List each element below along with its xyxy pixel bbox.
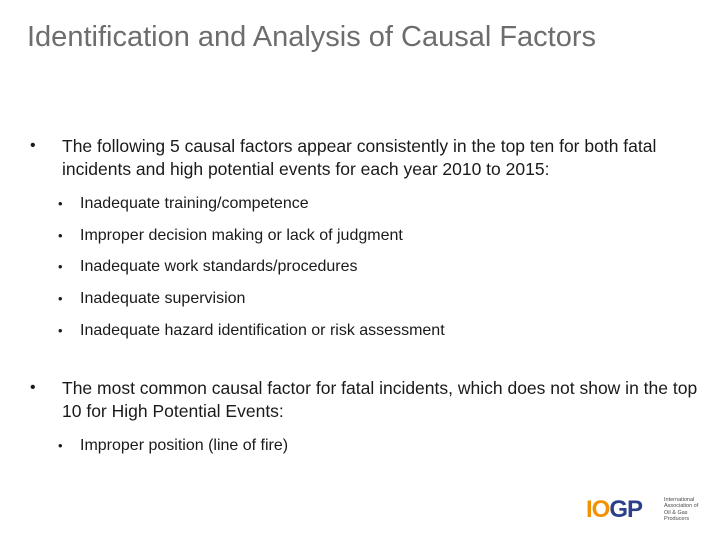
sub-bullet-2-1	[58, 436, 678, 456]
sub-bullet-1-3	[58, 257, 678, 277]
sub-bullet-marker: •	[58, 259, 63, 274]
bullet-text: The following 5 causal factors appear consistently in the top ten for both fatal incidents and high potential events for each year 2010 to 2015:	[62, 136, 657, 179]
sub-bullet-text: Inadequate training/competence	[80, 195, 309, 212]
logo-letter: O	[591, 496, 610, 523]
sub-bullet-1-2	[58, 226, 678, 246]
sub-bullet-marker: •	[58, 196, 63, 211]
logo-mark	[586, 498, 642, 522]
iogp-logo	[586, 496, 706, 526]
sub-bullet-text: Inadequate hazard identification or risk assessment	[80, 322, 445, 339]
sub-bullet-1-5	[58, 321, 678, 341]
sub-bullet-1-4	[58, 289, 678, 309]
sub-bullet-marker: •	[58, 228, 63, 243]
bullet-marker: •	[30, 379, 36, 396]
slide-title: Identification and Analysis of Causal Factors	[27, 21, 597, 53]
bullet-text: The most common causal factor for fatal incidents, which does not show in the top 10 for High Potential Events:	[62, 378, 698, 421]
sub-bullet-marker: •	[58, 438, 63, 453]
sub-bullet-marker: •	[58, 323, 63, 338]
logo-text: International Association of Oil & Gas Producers	[664, 497, 699, 522]
sub-bullet-text: Inadequate work standards/procedures	[80, 258, 358, 275]
sub-bullet-text: Inadequate supervision	[80, 290, 246, 307]
bullet-marker: •	[30, 137, 36, 154]
logo-letter: I	[586, 496, 592, 523]
logo-letter: G	[609, 496, 628, 523]
sub-bullet-text: Improper decision making or lack of judgment	[80, 227, 403, 244]
logo-letter: P	[627, 496, 643, 523]
sub-bullet-text: Improper position (line of fire)	[80, 437, 289, 454]
sub-bullet-1-1	[58, 194, 678, 214]
sub-bullet-marker: •	[58, 291, 63, 306]
